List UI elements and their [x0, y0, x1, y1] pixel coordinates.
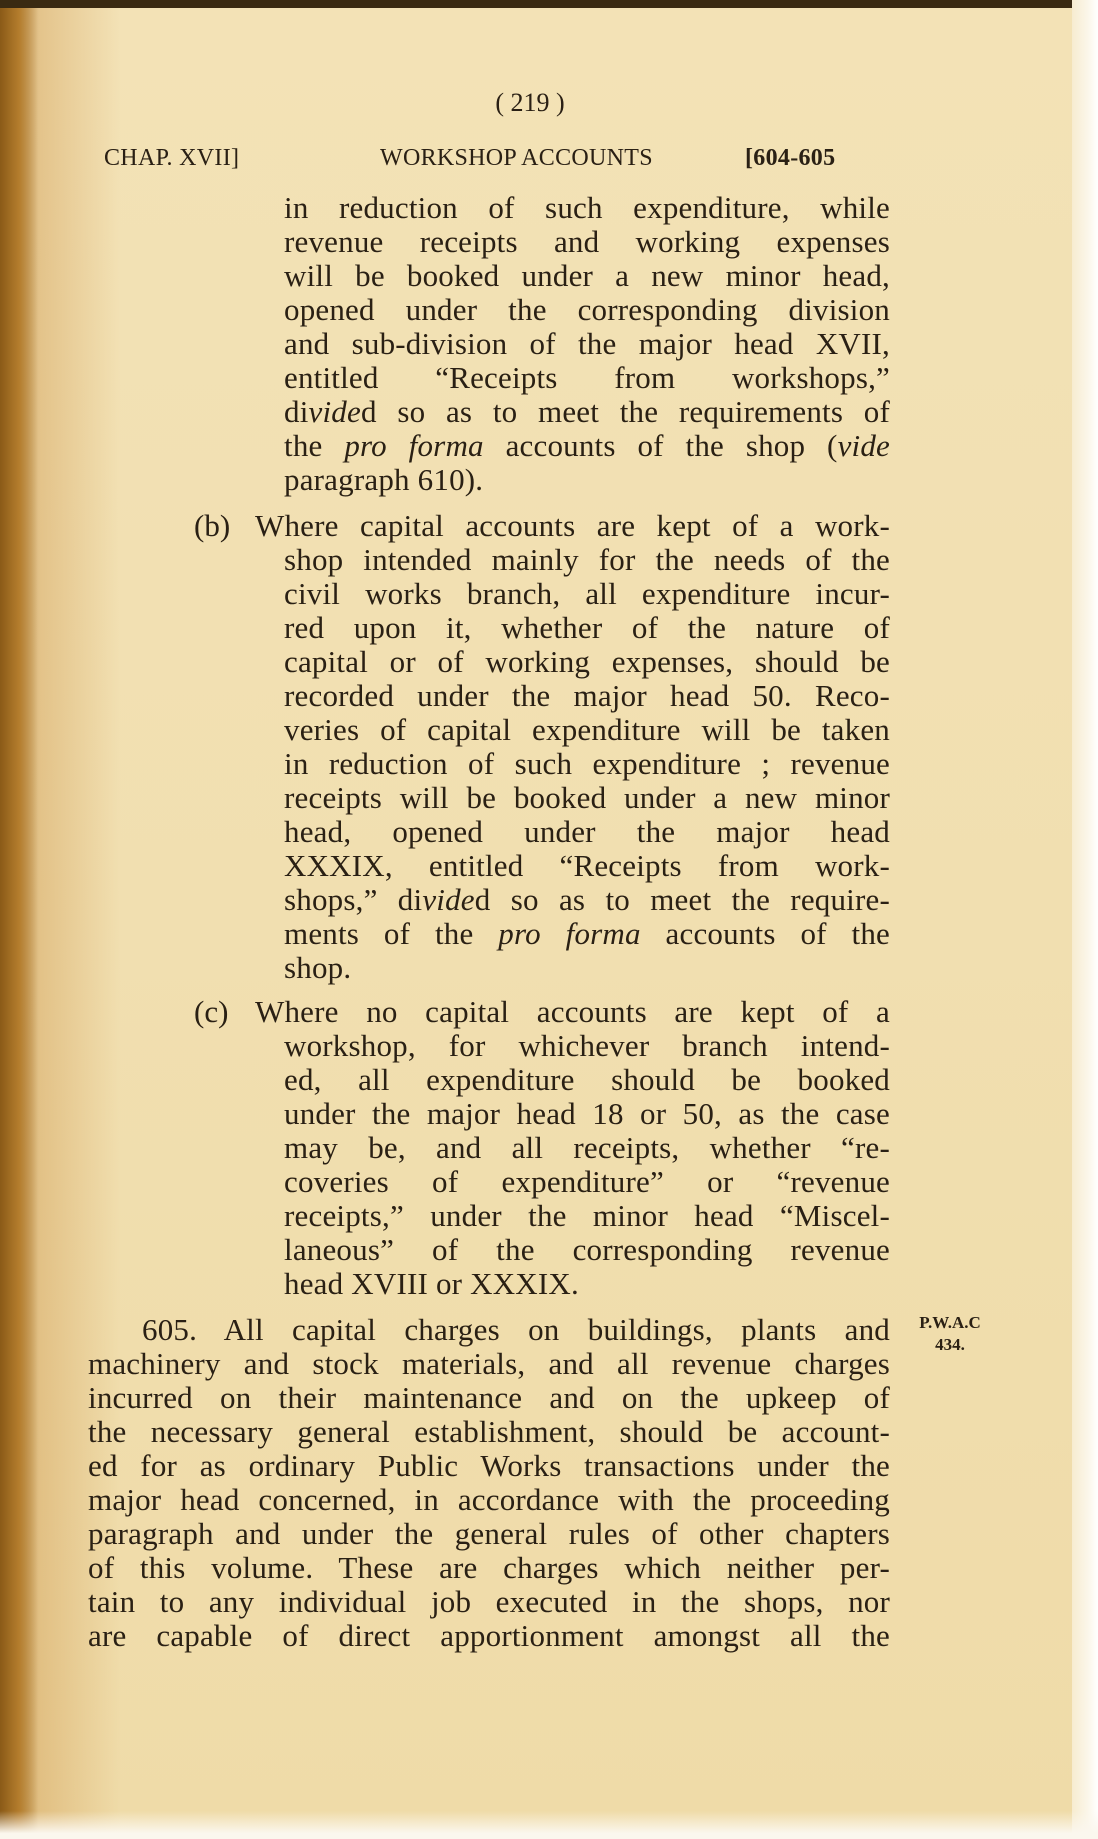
para-line: in reduction of such expenditure, while: [284, 190, 890, 225]
margin-note: [900, 1312, 1000, 1356]
para-line: ed for as ordinary Public Works transactions under the: [88, 1448, 890, 1483]
para-line: civil works branch, all expenditure incur-: [284, 576, 890, 611]
para-line: coveries of expenditure” or “revenue: [284, 1164, 890, 1199]
running-head-chapter: CHAP. XVII]: [104, 145, 240, 171]
para-line: divided so as to meet the requirements of: [284, 394, 890, 429]
margin-note-number: 434.: [935, 1335, 965, 1354]
para-line: XXXIX, entitled “Receipts from work-: [284, 848, 890, 883]
para-line: of this volume. These are charges which neither per-: [88, 1550, 890, 1585]
para-line: entitled “Receipts from workshops,”: [284, 360, 890, 395]
para-line: red upon it, whether of the nature of: [284, 610, 890, 645]
para-line: capital or of working expenses, should be: [284, 644, 890, 679]
para-line: revenue receipts and working expenses: [284, 224, 890, 259]
para-line: shops,” divided so as to meet the require-: [284, 882, 890, 917]
para-line: receipts will be booked under a new minor: [284, 780, 890, 815]
running-head-range: [604-605: [745, 145, 836, 171]
para-line: the pro forma accounts of the shop (vide: [284, 428, 890, 463]
para-line: ments of the pro forma accounts of the: [284, 916, 890, 951]
margin-note-ref: P.W.A.C: [919, 1313, 981, 1332]
para-line: shop.: [284, 950, 352, 985]
para-line: veries of capital expenditure will be taken: [284, 712, 890, 747]
para-line: are capable of direct apportionment amongst all the: [88, 1618, 890, 1653]
para-line: paragraph and under the general rules of other chapters: [88, 1516, 890, 1551]
para-line: major head concerned, in accordance with the proceeding: [88, 1482, 890, 1517]
para-line: 605. All capital charges on buildings, plants and: [142, 1312, 890, 1347]
bottom-edge: [0, 1811, 1098, 1839]
para-line: opened under the corresponding division: [284, 292, 890, 327]
para-line: paragraph 610).: [284, 462, 484, 497]
para-line: under the major head 18 or 50, as the case: [284, 1096, 890, 1131]
para-line: Where capital accounts are kept of a work-: [255, 508, 890, 543]
para-line: may be, and all receipts, whether “re-: [284, 1130, 890, 1165]
right-edge: [1072, 0, 1098, 1839]
para-line: ed, all expenditure should be booked: [284, 1062, 890, 1097]
item-label-c: (c): [194, 994, 229, 1029]
para-line: machinery and stock materials, and all revenue charges: [88, 1346, 890, 1381]
para-line: shop intended mainly for the needs of the: [284, 542, 890, 577]
para-line: the necessary general establishment, should be account-: [88, 1414, 890, 1449]
para-line: incurred on their maintenance and on the upkeep of: [88, 1380, 890, 1415]
para-line: and sub-division of the major head XVII,: [284, 326, 890, 361]
para-line: tain to any individual job executed in the shops, nor: [88, 1584, 890, 1619]
running-head-title: WORKSHOP ACCOUNTS: [380, 145, 653, 171]
para-line: Where no capital accounts are kept of a: [255, 994, 890, 1029]
para-line: head, opened under the major head: [284, 814, 890, 849]
book-spine-shadow: [0, 0, 38, 1839]
para-line: laneous” of the corresponding revenue: [284, 1232, 890, 1267]
top-edge: [0, 0, 1098, 8]
para-line: in reduction of such expenditure ; revenue: [284, 746, 890, 781]
page-number: ( 219 ): [495, 88, 565, 117]
para-line: receipts,” under the minor head “Miscel-: [284, 1198, 890, 1233]
para-line: recorded under the major head 50. Reco-: [284, 678, 890, 713]
item-label-b: (b): [194, 508, 231, 543]
para-line: will be booked under a new minor head,: [284, 258, 890, 293]
para-line: workshop, for whichever branch intend-: [284, 1028, 890, 1063]
para-line: head XVIII or XXXIX.: [284, 1266, 579, 1301]
